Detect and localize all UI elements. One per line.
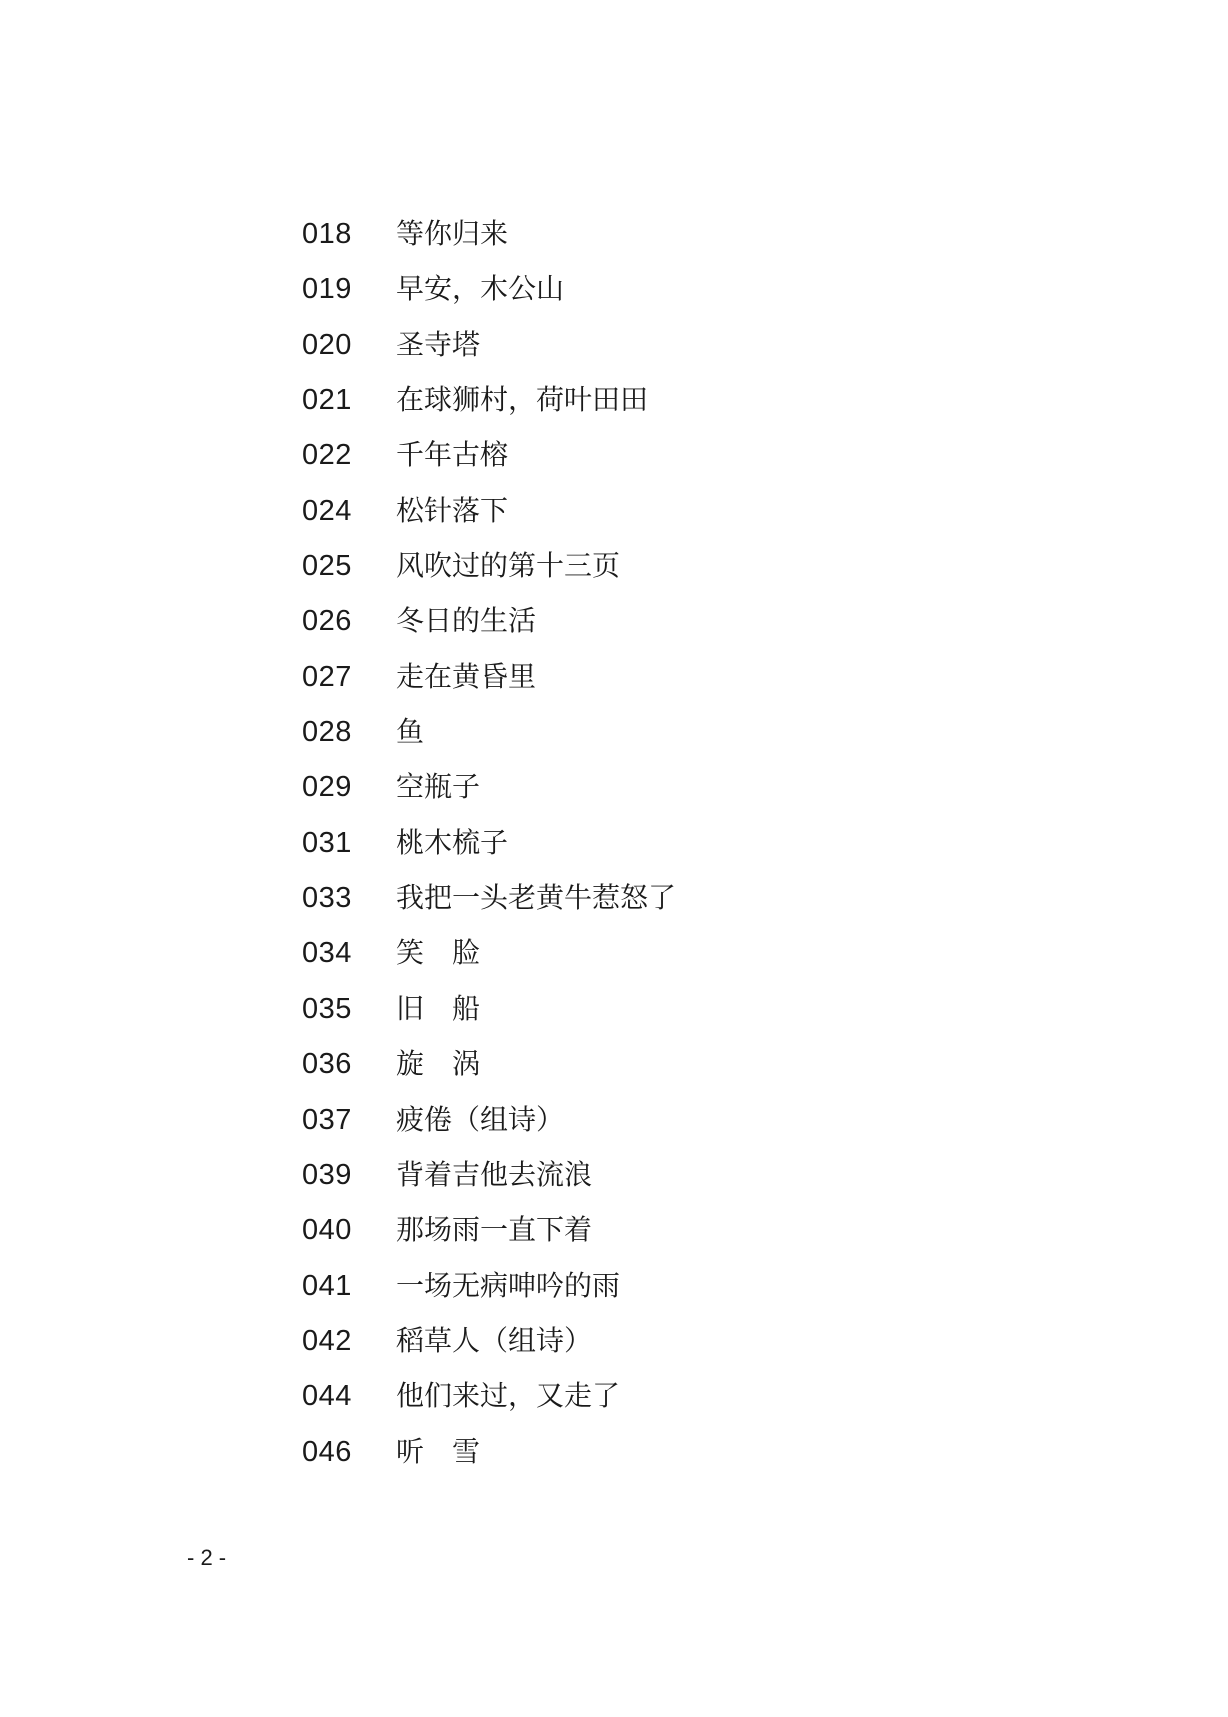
toc-entry: [0, 1044, 1228, 1099]
toc-title: 圣寺塔: [396, 327, 481, 361]
toc-title: 早安，木公山: [396, 272, 565, 306]
toc-page-number: 021: [302, 384, 352, 417]
toc-page-number: 036: [302, 1048, 352, 1081]
toc-page-number: 037: [302, 1103, 352, 1136]
table-of-contents: [0, 214, 1228, 1487]
toc-entry: [0, 1376, 1228, 1431]
toc-entry: [0, 546, 1228, 601]
toc-entry: [0, 657, 1228, 712]
toc-page-number: 042: [302, 1324, 352, 1357]
toc-page-number: 035: [302, 992, 352, 1025]
page-footer-number: - 2 -: [187, 1545, 227, 1570]
toc-page-number: 046: [302, 1435, 352, 1468]
toc-page-number: 034: [302, 937, 352, 970]
toc-title: 桃木梳子: [396, 825, 509, 859]
toc-entry: [0, 1155, 1228, 1210]
toc-title: 笑 脸: [396, 936, 481, 970]
toc-entry: [0, 1432, 1228, 1487]
toc-title: 千年古榕: [396, 438, 509, 472]
toc-entry: [0, 1321, 1228, 1376]
toc-title: 风吹过的第十三页: [396, 549, 621, 583]
toc-title: 他们来过，又走了: [396, 1379, 621, 1413]
toc-page-number: 040: [302, 1214, 352, 1247]
toc-entry: [0, 214, 1228, 269]
toc-title: 一场无病呻吟的雨: [396, 1268, 621, 1302]
toc-page-number: 024: [302, 494, 352, 527]
toc-title: 旧 船: [396, 991, 481, 1025]
toc-title: 鱼: [396, 715, 425, 749]
toc-page-number: 033: [302, 882, 352, 915]
toc-page-number: 039: [302, 1158, 352, 1191]
toc-entry: [0, 933, 1228, 988]
toc-page-number: 027: [302, 660, 352, 693]
toc-page-number: 031: [302, 826, 352, 859]
toc-entry: [0, 601, 1228, 656]
toc-title: 旋 涡: [396, 1047, 481, 1081]
toc-entry: [0, 269, 1228, 324]
toc-entry: [0, 1210, 1228, 1265]
toc-page-number: 022: [302, 439, 352, 472]
toc-entry: [0, 989, 1228, 1044]
toc-page-number: 019: [302, 273, 352, 306]
toc-page-number: 044: [302, 1380, 352, 1413]
toc-title: 在球狮村，荷叶田田: [396, 383, 649, 417]
toc-entry: [0, 767, 1228, 822]
toc-entry: [0, 823, 1228, 878]
toc-entry: [0, 1100, 1228, 1155]
toc-entry: [0, 712, 1228, 767]
toc-page-number: 028: [302, 716, 352, 749]
toc-title: 听 雪: [396, 1434, 481, 1468]
toc-title: 背着吉他去流浪: [396, 1157, 593, 1191]
toc-entry: [0, 435, 1228, 490]
toc-title: 我把一头老黄牛惹怒了: [396, 881, 677, 915]
toc-page-number: 025: [302, 550, 352, 583]
toc-page-number: 041: [302, 1269, 352, 1302]
toc-entry: [0, 380, 1228, 435]
toc-title: 疲倦（组诗）: [396, 1102, 565, 1136]
toc-entry: [0, 1266, 1228, 1321]
toc-title: 冬日的生活: [396, 604, 537, 638]
toc-page-number: 026: [302, 605, 352, 638]
toc-title: 松针落下: [396, 493, 509, 527]
toc-page-number: 020: [302, 328, 352, 361]
toc-title: 那场雨一直下着: [396, 1213, 593, 1247]
toc-title: 稻草人（组诗）: [396, 1323, 593, 1357]
toc-title: 走在黄昏里: [396, 659, 537, 693]
toc-title: 等你归来: [396, 217, 509, 250]
toc-entry: [0, 491, 1228, 546]
toc-page-number: 029: [302, 771, 352, 804]
toc-entry: [0, 325, 1228, 380]
toc-title: 空瓶子: [396, 770, 481, 804]
toc-entry: [0, 878, 1228, 933]
toc-page-number: 018: [302, 218, 352, 250]
